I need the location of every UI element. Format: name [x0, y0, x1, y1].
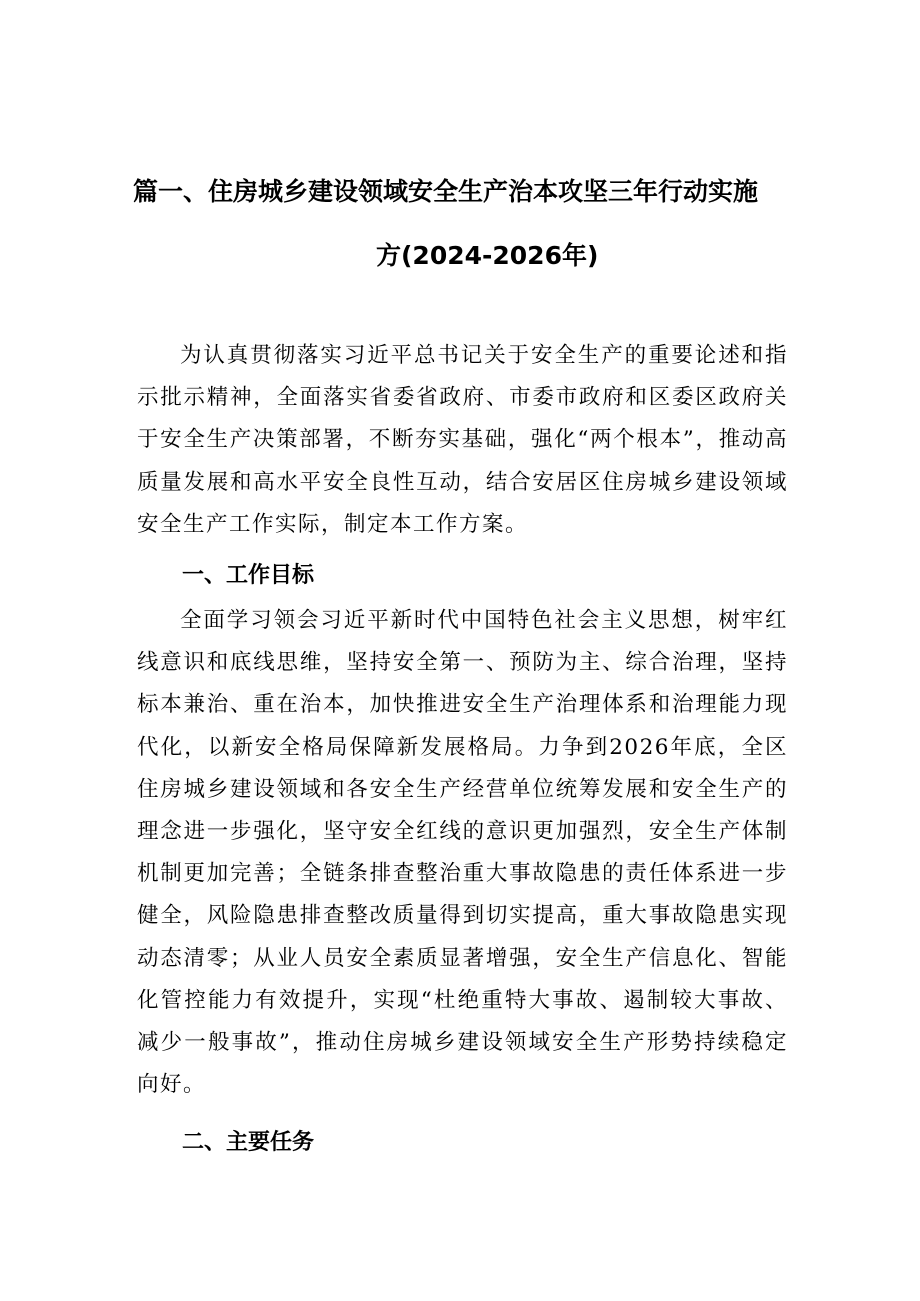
intro-paragraph: 为认真贯彻落实习近平总书记关于安全生产的重要论述和指示批示精神，全面落实省委省政府、市委市政府和区委区政府关于安全生产决策部署，不断夯实基础，强化“两个根本”，推动高质量发展和高水平安全良性互动，结合安居区住房城乡建设领域安全生产工作实际，制定本工作方案。	[137, 343, 788, 537]
section-heading-work-goals: 一、工作目标	[182, 563, 315, 588]
work-goals-paragraph: 全面学习领会习近平新时代中国特色社会主义思想，树牢红线意识和底线思维，坚持安全第一、预防为主、综合治理，坚持标本兼治、重在治本，加快推进安全生产治理体系和治理能力现代化，以新安全格局保障新发展格局。力争到2026年底，全区住房城乡建设领域和各安全生产经营单位统筹发展和安全生产的理念进一步强化，坚守安全红线的意识更加强烈，安全生产体制机制更加完善；全链条排查整治重大事故隐患的责任体系进一步健全，风险隐患排查整改质量得到切实提高，重大事故隐患实现动态清零；从业人员安全素质显著增强，安全生产信息化、智能化管控能力有效提升，实现“杜绝重特大事故、遏制较大事故、减少一般事故”，推动住房城乡建设领域安全生产形势持续稳定向好。	[137, 608, 788, 1098]
document-title-line-1: 篇一、住房城乡建设领域安全生产治本攻坚三年行动实施	[133, 177, 759, 206]
document-title-line-2: 方(2024-2026年)	[376, 241, 599, 270]
section-heading-main-tasks: 二、主要任务	[182, 1130, 315, 1155]
